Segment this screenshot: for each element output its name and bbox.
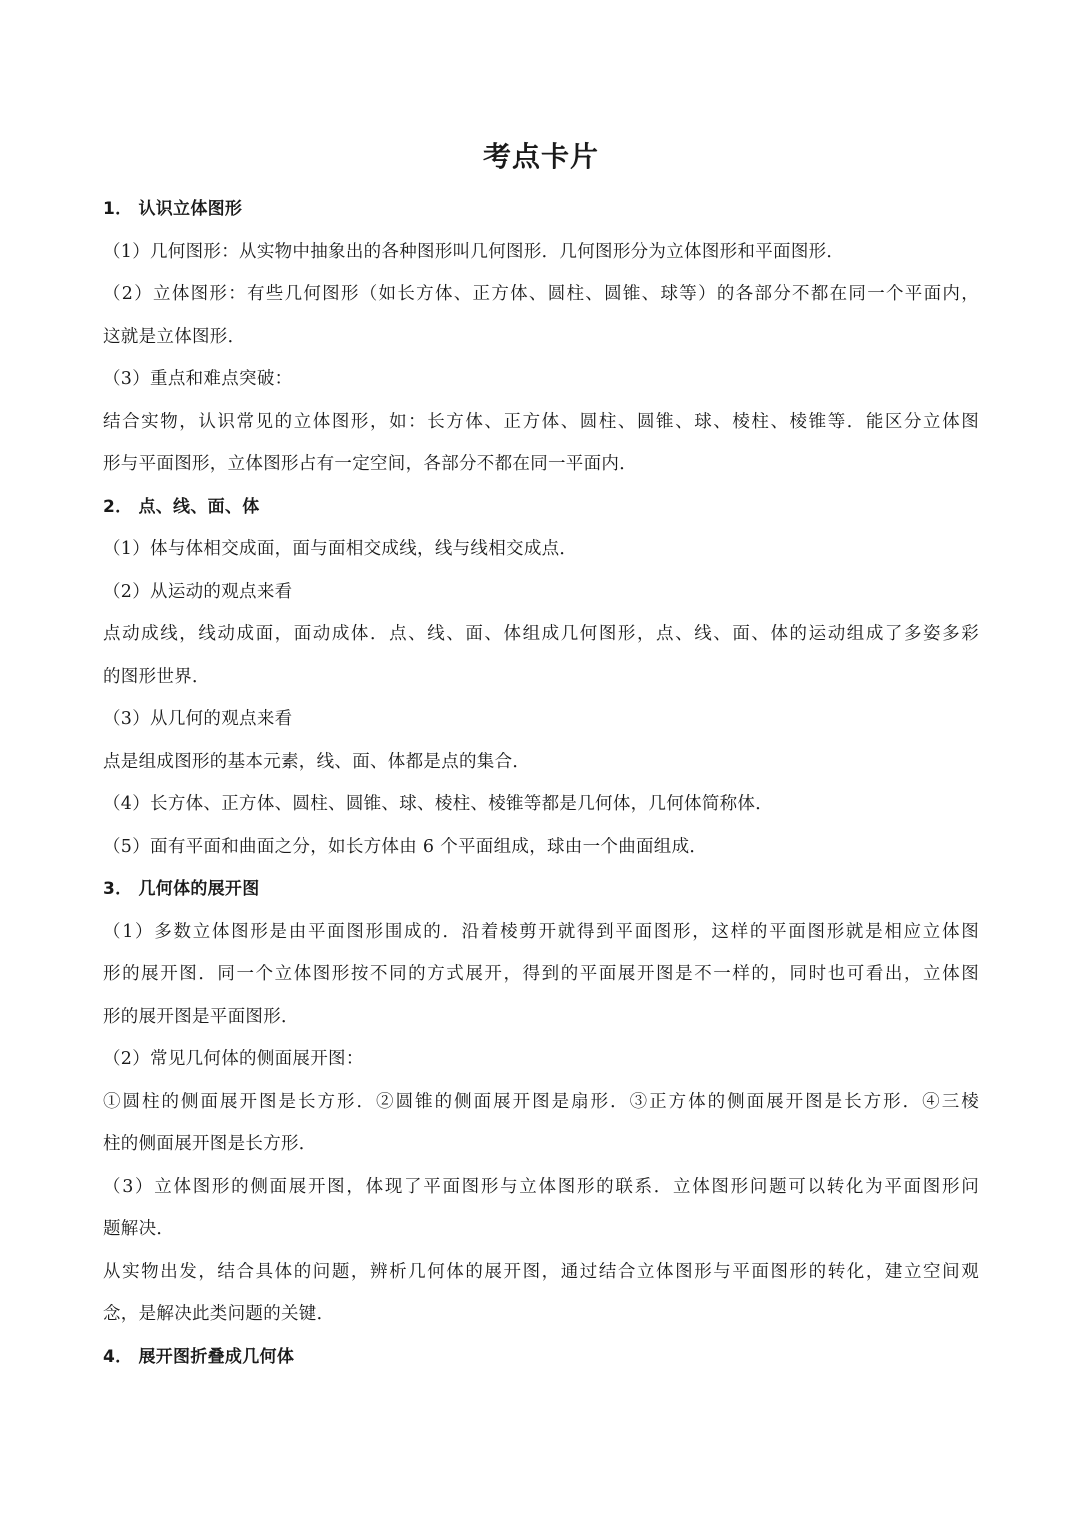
- section-heading: [103, 868, 979, 911]
- paragraph-line: （3）从几何的观点来看: [103, 709, 293, 729]
- paragraph-line: （1）体与体相交成面，面与面相交成线，线与线相交成点．: [103, 539, 578, 559]
- paragraph-line: 题解决．: [103, 1219, 175, 1239]
- section-title: 几何体的展开图: [138, 879, 260, 899]
- section-heading: [103, 188, 979, 231]
- paragraph-line: 点是组成图形的基本元素，线、面、体都是点的集合．: [103, 751, 531, 772]
- section-title: 展开图折叠成几何体: [138, 1346, 295, 1367]
- section-heading: [103, 486, 979, 529]
- paragraph-line: （2）立体图形：有些几何图形（如长方体、正方体、圆柱、圆锥、球等）的各部分不都在同一个平面内，: [103, 284, 979, 304]
- paragraph-line: （2）常见几何体的侧面展开图：: [103, 1049, 364, 1069]
- paragraph-line: 形的展开图．同一个立体图形按不同的方式展开，得到的平面展开图是不一样的，同时也可看出，立体图: [103, 964, 979, 984]
- paragraph-line: （3）立体图形的侧面展开图，体现了平面图形与立体图形的联系．立体图形问题可以转化为平面图形问: [103, 1176, 979, 1197]
- section-number: 4．: [103, 1346, 133, 1367]
- paragraph-line: 柱的侧面展开图是长方形．: [103, 1134, 317, 1154]
- paragraph-line: 念，是解决此类问题的关键．: [103, 1304, 335, 1324]
- section-number: 3．: [103, 879, 133, 899]
- paragraph-line: 从实物出发，结合具体的问题，辨析几何体的展开图，通过结合立体图形与平面图形的转化，建立空间观: [103, 1261, 979, 1282]
- paragraph-line: （5）面有平面和曲面之分，如长方体由 6 个平面组成，球由一个曲面组成．: [103, 836, 708, 857]
- paragraph-line: （1）几何图形：从实物中抽象出的各种图形叫几何图形．几何图形分为立体图形和平面图形．: [103, 241, 845, 262]
- section-title: 认识立体图形: [138, 199, 243, 219]
- paragraph-line: （2）从运动的观点来看: [103, 581, 293, 602]
- paragraph-line: 形的展开图是平面图形．: [103, 1006, 299, 1027]
- paragraph-line: （3）重点和难点突破：: [103, 369, 293, 389]
- paragraph-line: 这就是立体图形．: [103, 326, 246, 347]
- section-heading: [103, 1336, 979, 1379]
- paragraph-line: 点动成线，线动成面，面动成体．点、线、面、体组成几何图形，点、线、面、体的运动组成了多姿多彩: [103, 624, 979, 644]
- paragraph-line: （4）长方体、正方体、圆柱、圆锥、球、棱柱、棱锥等都是几何体，几何体简称体．: [103, 794, 774, 814]
- paragraph-line: ①圆柱的侧面展开图是长方形．②圆锥的侧面展开图是扇形．③正方体的侧面展开图是长方形．④三棱: [103, 1091, 979, 1112]
- paragraph-line: （1）多数立体图形是由平面图形围成的．沿着棱剪开就得到平面图形，这样的平面图形就是相应立体图: [103, 921, 979, 942]
- paragraph-line: 结合实物，认识常见的立体图形，如：长方体、正方体、圆柱、圆锥、球、棱柱、棱锥等．能区分立体图: [103, 411, 979, 432]
- section-number: 1．: [103, 199, 133, 219]
- section-title: 点、线、面、体: [138, 496, 260, 517]
- document-body: [103, 188, 979, 1378]
- section-number: 2．: [103, 496, 133, 517]
- paragraph-line: 的图形世界．: [103, 666, 210, 687]
- paragraph-line: 形与平面图形，立体图形占有一定空间，各部分不都在同一平面内．: [103, 454, 637, 474]
- page-title: 考点卡片: [482, 140, 599, 173]
